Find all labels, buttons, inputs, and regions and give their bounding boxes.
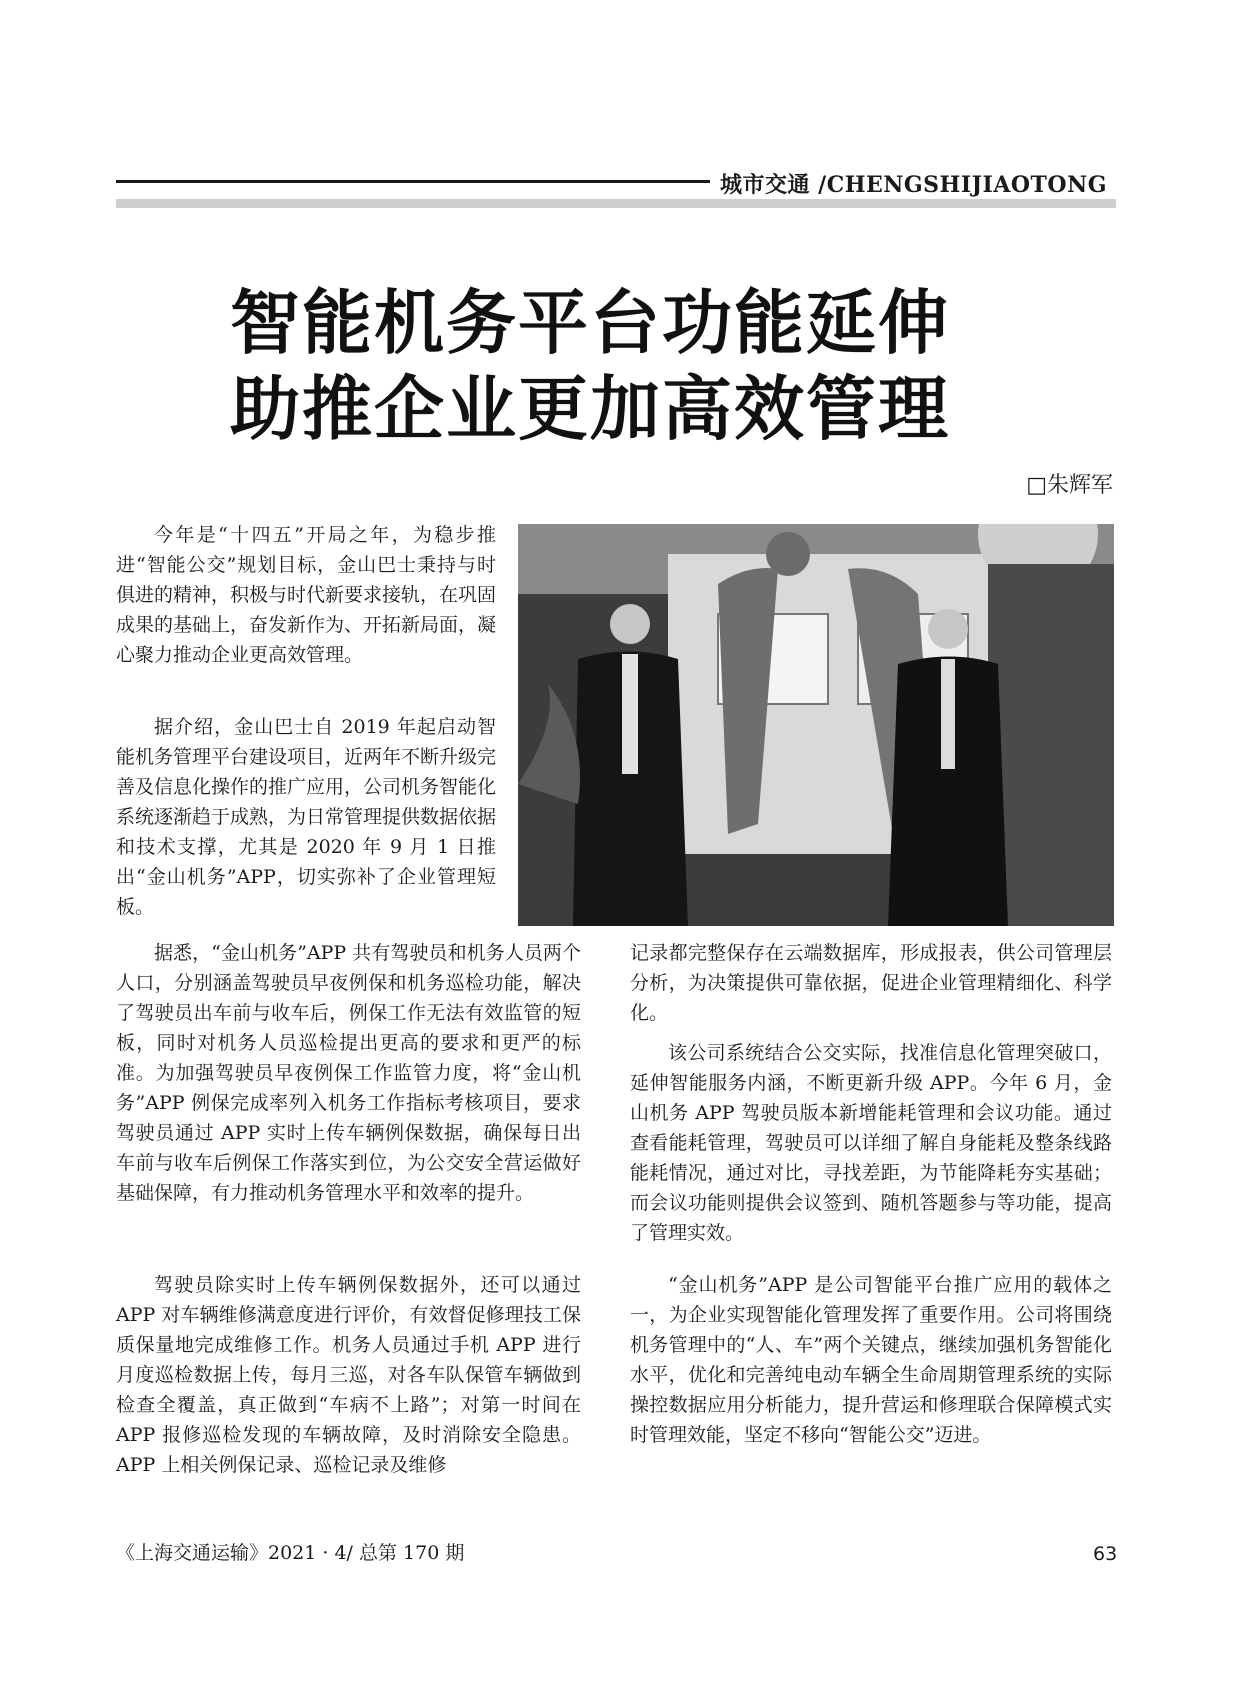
title-line-2: 助推企业更加高效管理: [230, 368, 950, 450]
section-header: 城市交通 /CHENGSHIJIAOTONG: [720, 172, 1107, 198]
author-byline: □朱辉军: [1026, 473, 1113, 498]
title-line-1: 智能机务平台功能延伸: [230, 282, 950, 364]
paragraph-2: 据介绍，金山巴士自 2019 年起启动智能机务管理平台建设项目，近两年不断升级完善及信息化操作的推广应用，公司机务智能化系统逐渐趋于成熟，为日常管理提供数据依据和技术支撑，尤其是 2020 年 9 月 1 日推出“金山机务”APP，切实弥补了企业管理短板。: [116, 716, 497, 918]
header-rule: [116, 180, 710, 183]
unveiling-photo: [518, 524, 1114, 926]
paragraph-1: 今年是“十四五”开局之年，为稳步推进“智能公交”规划目标，金山巴士秉持与时俱进的精神，积极与时代新要求接轨，在巩固成果的基础上，奋发新作为、开拓新局面，凝心聚力推动企业更高效管理。: [116, 524, 497, 666]
paragraph-6: “金山机务”APP 是公司智能平台推广应用的载体之一，为企业实现智能化管理发挥了重要作用。公司将围绕机务管理中的“人、车”两个关键点，继续加强机务智能化水平，优化和完善纯电动车辆全生命周期管理系统的实际操控数据应用分析能力，提升营运和修理联合保障模式实时管理效能，坚定不移向“智能公交”迈进。: [630, 1274, 1112, 1446]
page-number: 63: [1093, 1543, 1118, 1565]
paragraph-3: 据悉，“金山机务”APP 共有驾驶员和机务人员两个人口，分别涵盖驾驶员早夜例保和机务巡检功能，解决了驾驶员出车前与收车后，例保工作无法有效监管的短板，同时对机务人员巡检提出更高的要求和更严的标准。为加强驾驶员早夜例保工作监管力度，将“金山机务”APP 例保完成率列入机务工作指标考核项目，要求驾驶员通过 APP 实时上传车辆例保数据，确保每日出车前与收车后例保工作落实到位，为公交安全营运做好基础保障，有力推动机务管理水平和效率的提升。: [116, 942, 581, 1204]
header-band: [116, 199, 1116, 208]
paragraph-5: 该公司系统结合公交实际，找准信息化管理突破口，延伸智能服务内涵，不断更新升级 APP。今年 6 月，金山机务 APP 驾驶员版本新增能耗管理和会议功能。通过查看能耗管理，驾驶员可以详细了解自身能耗及整条线路能耗情况，通过对比，寻找差距，为节能降耗夯实基础；而会议功能则提供会议签到、随机答题参与等功能，提高了管理实效。: [630, 1042, 1112, 1244]
article-title: [230, 280, 1010, 452]
paragraph-4-continued: 记录都完整保存在云端数据库，形成报表，供公司管理层分析，为决策提供可靠依据，促进企业管理精细化、科学化。: [630, 942, 1112, 1024]
journal-footer: 《上海交通运输》2021 · 4/ 总第 170 期: [116, 1542, 465, 1564]
photo-illustration: [518, 524, 1114, 926]
paragraph-4: 驾驶员除实时上传车辆例保数据外，还可以通过 APP 对车辆维修满意度进行评价，有效督促修理技工保质保量地完成维修工作。机务人员通过手机 APP 进行月度巡检数据上传，每月三巡，对各车队保管车辆做到检查全覆盖，真正做到“车病不上路”；对第一时间在 APP 报修巡检发现的车辆故障，及时消除安全隐患。APP 上相关例保记录、巡检记录及维修: [116, 1274, 581, 1476]
